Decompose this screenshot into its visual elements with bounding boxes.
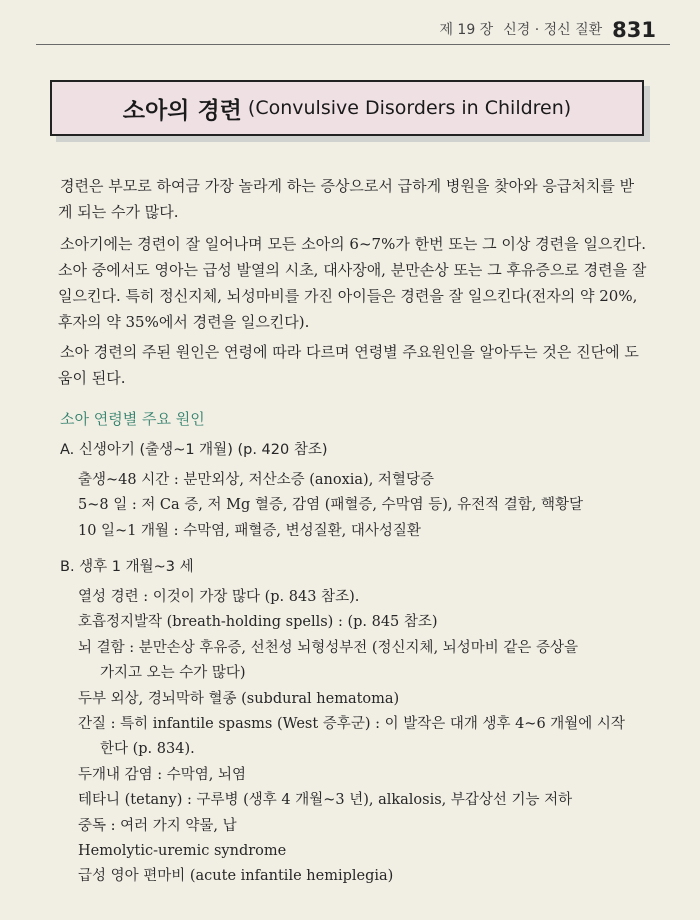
section-heading: 소아 연령별 주요 원인 bbox=[60, 410, 205, 428]
cause-text: 호흡정지발작 (breath-holding spells) : (p. 845 참조) bbox=[78, 614, 438, 631]
chapter-title: 신경 · 정신 질환 bbox=[503, 22, 603, 38]
section-title-box bbox=[50, 80, 644, 136]
cause-text-continued: 가지고 오는 수가 많다) bbox=[100, 665, 246, 682]
cause-group-infant bbox=[60, 557, 650, 890]
cause-text-continued: 한다 (p. 834). bbox=[100, 741, 195, 758]
title-korean: 소아의 경련 bbox=[122, 97, 242, 124]
cause-text: 두개내 감염 : 수막염, 뇌염 bbox=[78, 766, 247, 783]
cause-item bbox=[78, 814, 650, 839]
cause-item bbox=[78, 763, 650, 788]
header-rule bbox=[36, 44, 670, 45]
cause-item bbox=[78, 712, 650, 763]
cause-item bbox=[78, 687, 650, 712]
cause-item bbox=[78, 864, 650, 889]
cause-text: 두부 외상, 경뇌막하 혈종 (subdural hematoma) bbox=[78, 690, 400, 707]
group-title: B. 생후 1 개월~3 세 bbox=[60, 559, 194, 575]
cause-text: 급성 영아 편마비 (acute infantile hemiplegia) bbox=[78, 868, 394, 885]
cause-item bbox=[78, 610, 650, 635]
intro-paragraph: 소아기에는 경련이 잘 일어나며 모든 소아의 6~7%가 한번 또는 그 이상 경련을 일으킨다. 소아 중에서도 영아는 급성 발열의 시초, 대사장애, 분만손상 또는 그 후유증으로 경련을 잘 일으킨다. 특히 정신지체, 뇌성마비를 가진 아이들은 경련을 잘 일으킨다(전자의 약 20%, 후자의 약 35%에서 경련을 일으킨다). bbox=[58, 235, 647, 331]
cause-text: 열성 경련 : 이것이 가장 많다 (p. 843 참조). bbox=[78, 589, 360, 605]
cause-item bbox=[78, 519, 650, 544]
group-title: A. 신생아기 (출생~1 개월) (p. 420 참조) bbox=[60, 442, 328, 458]
intro-paragraph: 소아 경련의 주된 원인은 연령에 따라 다르며 연령별 주요원인을 알아두는 것은 진단에 도움이 된다. bbox=[58, 343, 639, 387]
title-english: (Convulsive Disorders in Children) bbox=[247, 97, 572, 119]
cause-text: 출생~48 시간 : 분만외상, 저산소증 (anoxia), 저혈당증 bbox=[78, 472, 434, 488]
cause-text: 10 일~1 개월 : 수막염, 패혈증, 변성질환, 대사성질환 bbox=[78, 522, 421, 539]
intro-text bbox=[58, 173, 648, 391]
cause-item bbox=[78, 788, 650, 813]
cause-list bbox=[78, 585, 650, 890]
cause-text: 간질 : 특히 infantile spasms (West 증후군) : 이 발작은 대개 생후 4~6 개월에 시작 bbox=[78, 716, 625, 733]
cause-item bbox=[78, 585, 650, 610]
cause-text: 뇌 결함 : 분만손상 후유증, 선천성 뇌형성부전 (정신지체, 뇌성마비 같은 증상을 bbox=[78, 639, 579, 656]
cause-text: 5~8 일 : 저 Ca 증, 저 Mg 혈증, 감염 (패혈증, 수막염 등), 유전적 결함, 핵황달 bbox=[78, 497, 584, 514]
intro-paragraph: 경련은 부모로 하여금 가장 놀라게 하는 증상으로서 급하게 병원을 찾아와 응급처치를 받게 되는 수가 많다. bbox=[58, 177, 635, 221]
cause-item bbox=[78, 839, 650, 864]
page-number: 831 bbox=[612, 18, 656, 42]
running-header bbox=[439, 14, 656, 42]
cause-group-neonatal bbox=[60, 440, 650, 544]
cause-list bbox=[78, 468, 650, 544]
cause-text: 테타니 (tetany) : 구루병 (생후 4 개월~3 년), alkalosis, 부갑상선 기능 저하 bbox=[78, 792, 573, 809]
cause-item bbox=[78, 493, 650, 518]
cause-item bbox=[78, 636, 650, 687]
chapter-label: 제 19 장 bbox=[439, 22, 494, 38]
cause-item bbox=[78, 468, 650, 493]
cause-text: 중독 : 여러 가지 약물, 납 bbox=[78, 817, 237, 834]
cause-text: Hemolytic-uremic syndrome bbox=[78, 843, 287, 860]
